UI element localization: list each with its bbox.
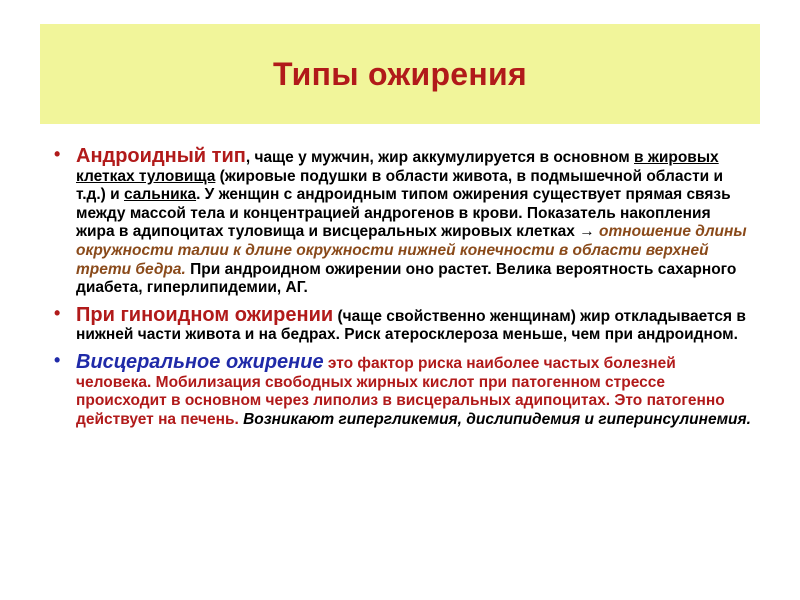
bullet-gynoid-lead: При гиноидном ожирении <box>76 303 334 326</box>
bullet-android-text-1: , чаще у мужчин, жир аккумулируется в основном <box>245 149 634 166</box>
bullet-android-text-2: (жировые подушки в области живота, в подмышечной области и т.д.) и <box>76 167 724 204</box>
title-band <box>40 24 760 124</box>
bullet-android-lead: Андроидный тип <box>76 145 246 167</box>
bullet-android-italic: отношение длины окружности талии к длине окружности нижней конечности в области верхней трети бедра. <box>76 223 747 278</box>
bullet-android-underline-1: в жировых клетках туловища <box>76 149 719 185</box>
bullet-dot-icon: • <box>54 349 61 370</box>
bullet-visceral-lead: Висцеральное ожирение <box>76 350 324 373</box>
bullet-list <box>52 145 752 435</box>
arrow-icon: → <box>579 223 595 241</box>
bullet-visceral-italic: Возникают гипергликемия, дислипидемия и гиперинсулинемия. <box>238 410 751 428</box>
bullet-visceral-red-text: это фактор риска наиболее частых болезней человека. Мобилизация свободных жирных кислот при патогенном стрессе происходит в основном через липолиз в висцеральных адипоцитах. Это патогенно действует на печень. <box>76 354 725 428</box>
bullet-dot-icon: • <box>54 144 61 164</box>
bullet-android-text-3: . У женщин с андроидным типом ожирения существует прямая связь между массой тела и концентрацией андрогенов в крови. Показатель накопления жира в адипоцитах туловища и висцеральных жировых клетках <box>76 186 731 241</box>
slide-title: Типы ожирения <box>273 55 527 92</box>
bullet-visceral <box>52 351 752 429</box>
bullet-android-text-4: При андроидном ожирении оно растет. Велика вероятность сахарного диабета, гиперлипидемии, АГ. <box>76 260 737 297</box>
bullet-gynoid <box>52 304 752 345</box>
bullet-android <box>52 145 752 298</box>
bullet-gynoid-text: (чаще свойственно женщинам) жир откладывается в нижней части живота и на бедрах. Риск атеросклероза меньше, чем при андроидном. <box>76 307 746 344</box>
bullet-android-underline-2: сальника <box>123 186 197 204</box>
bullet-dot-icon: • <box>54 302 61 323</box>
